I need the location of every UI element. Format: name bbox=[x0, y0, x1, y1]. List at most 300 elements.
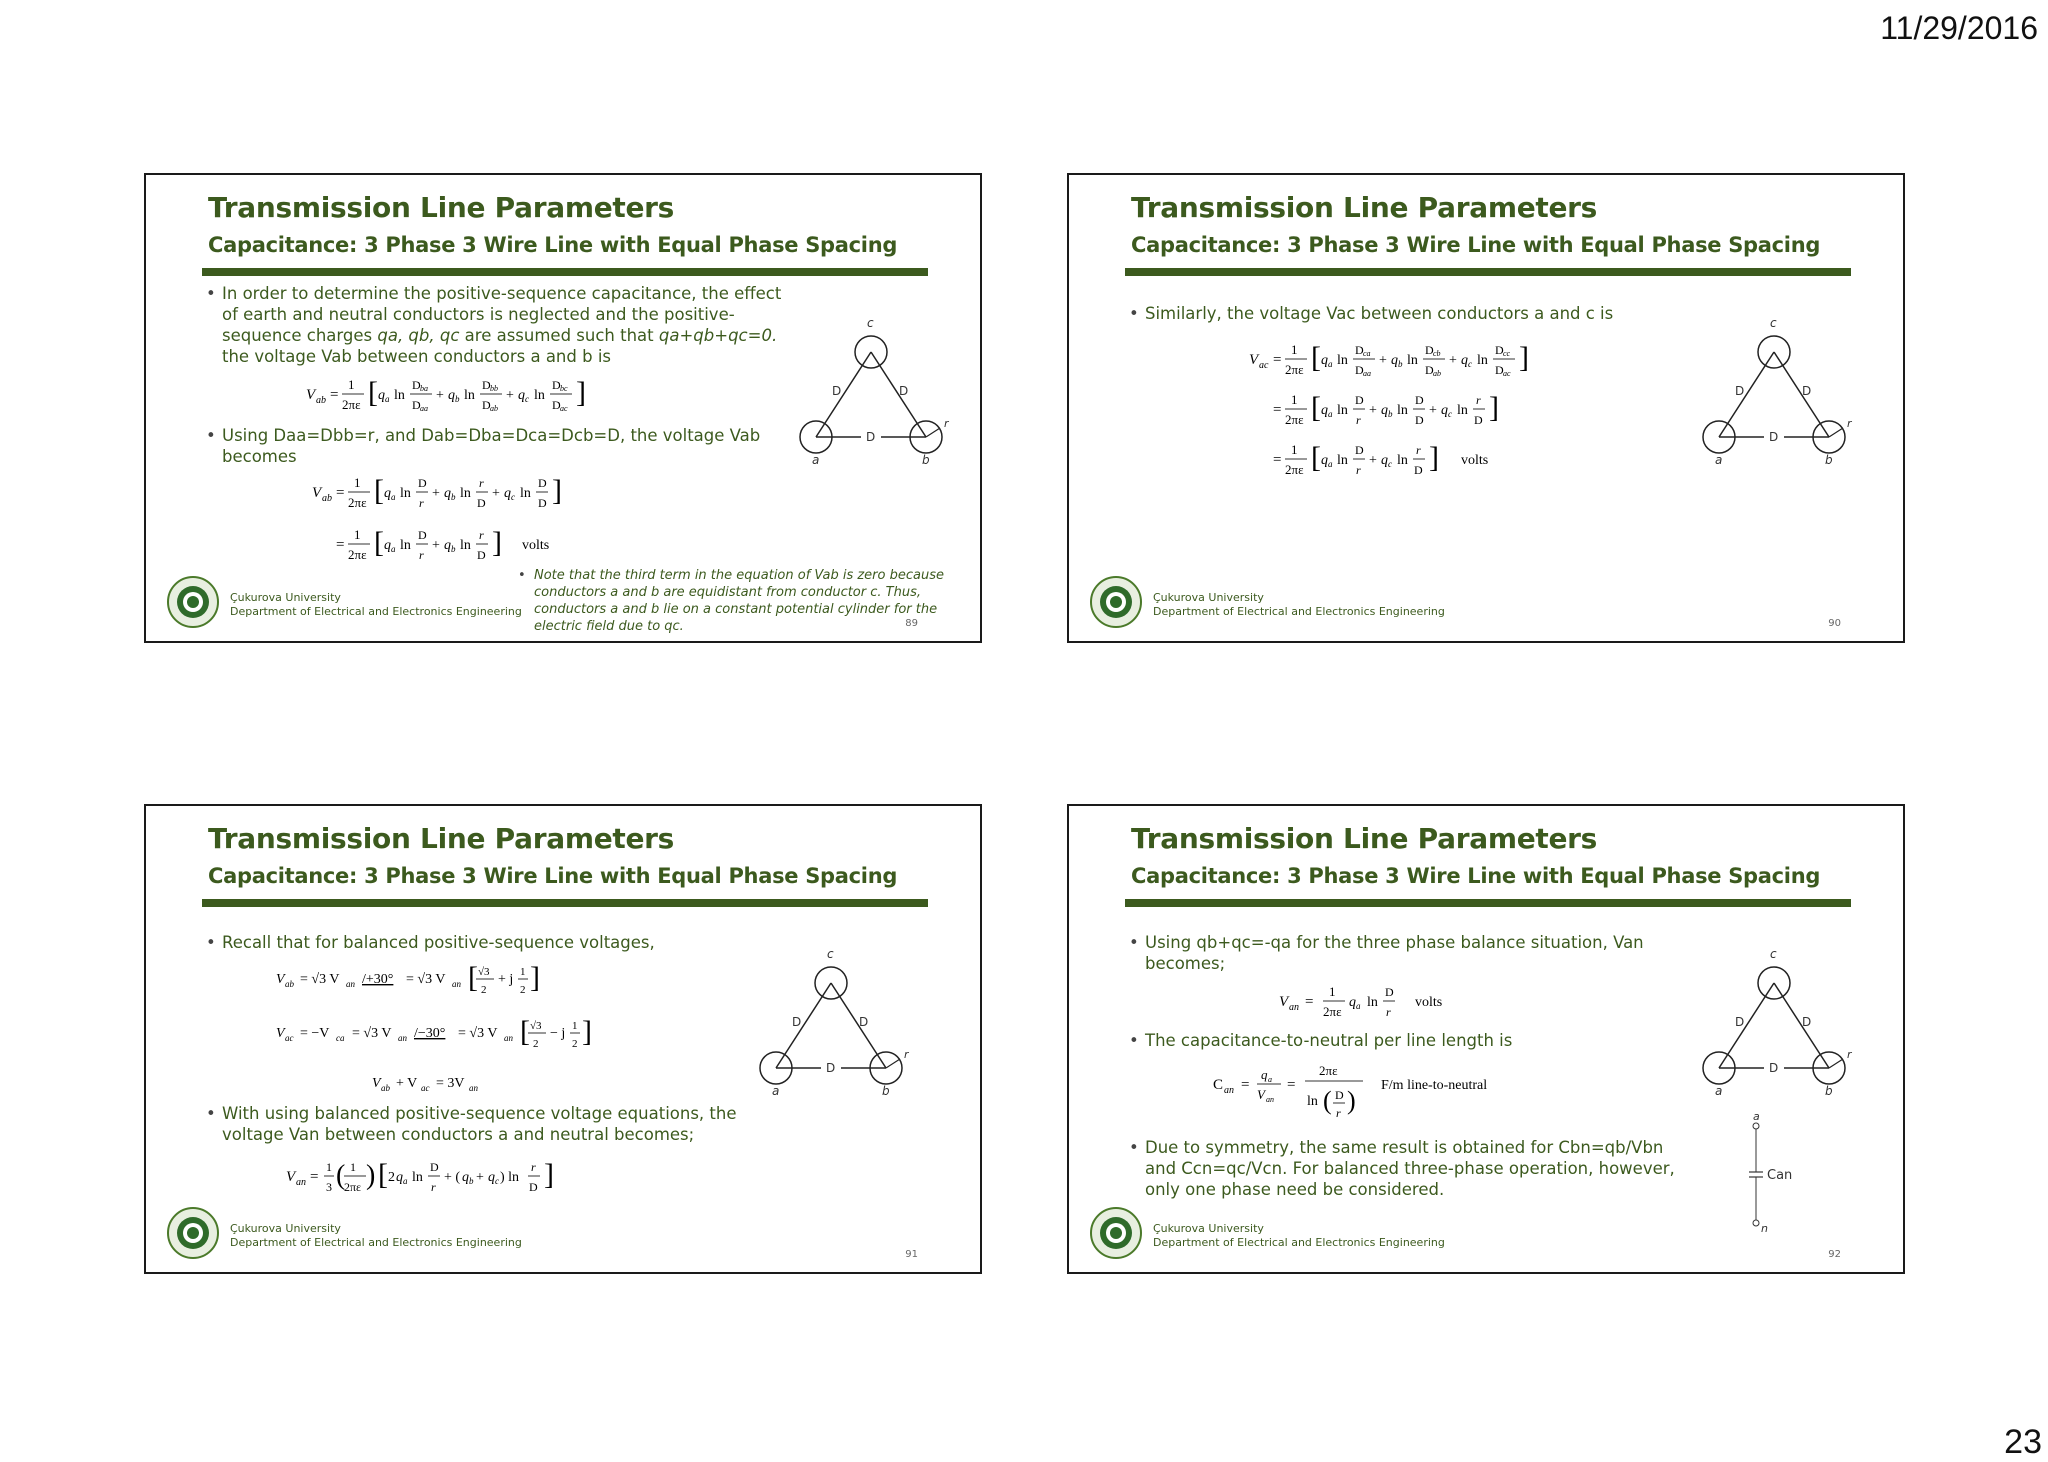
svg-text:1: 1 bbox=[348, 377, 355, 392]
svg-text:D: D bbox=[792, 1015, 802, 1029]
svg-text:1: 1 bbox=[1291, 342, 1298, 357]
svg-text:bc: bc bbox=[560, 384, 568, 393]
svg-text:b: b bbox=[451, 544, 456, 554]
svg-text:1: 1 bbox=[350, 1160, 356, 1174]
svg-text:a: a bbox=[1356, 1001, 1361, 1011]
svg-text:D: D bbox=[538, 476, 547, 490]
svg-text:D: D bbox=[412, 378, 421, 392]
bullet-1: • Recall that for balanced positive-sequence voltages, bbox=[206, 932, 766, 953]
volts-label: volts bbox=[522, 538, 550, 553]
svg-text:ac: ac bbox=[560, 404, 568, 413]
svg-text:V: V bbox=[276, 1026, 285, 1041]
svg-text:c: c bbox=[1468, 359, 1472, 369]
university-seal-icon bbox=[166, 575, 220, 629]
svg-text:ln: ln bbox=[1457, 403, 1468, 418]
svg-text:ln: ln bbox=[1397, 453, 1408, 468]
svg-text:) ln: ) ln bbox=[500, 1170, 520, 1185]
unit-label: F/m line-to-neutral bbox=[1381, 1078, 1488, 1093]
svg-text:D: D bbox=[826, 1061, 836, 1075]
svg-text:+: + bbox=[432, 538, 440, 553]
svg-text:[: [ bbox=[374, 526, 384, 559]
svg-text:= −V: = −V bbox=[300, 1026, 330, 1041]
svg-text:ln: ln bbox=[1407, 353, 1418, 368]
svg-text:[: [ bbox=[1311, 341, 1321, 374]
svg-text:ln: ln bbox=[520, 486, 531, 501]
title-rule bbox=[1125, 899, 1851, 907]
svg-text:D: D bbox=[1355, 363, 1364, 377]
svg-text:D: D bbox=[1735, 384, 1745, 398]
svg-text:+ V: + V bbox=[396, 1076, 418, 1091]
equation-vab-simplified bbox=[312, 471, 786, 563]
svg-text:− j: − j bbox=[550, 1026, 566, 1041]
svg-text:r: r bbox=[1416, 443, 1421, 457]
svg-text:ln: ln bbox=[1337, 403, 1348, 418]
svg-text:ln: ln bbox=[1397, 403, 1408, 418]
svg-text:2πε: 2πε bbox=[1319, 1063, 1338, 1078]
svg-text:q: q bbox=[384, 486, 391, 501]
svg-text:+: + bbox=[1369, 453, 1377, 468]
page-date: 11/29/2016 bbox=[1880, 10, 2038, 46]
svg-text:q: q bbox=[462, 1170, 469, 1185]
conductor-triangle-figure bbox=[746, 946, 916, 1096]
svg-text:q: q bbox=[444, 538, 451, 553]
svg-text:an: an bbox=[346, 979, 355, 989]
svg-text:r: r bbox=[419, 496, 424, 510]
note-text: • Note that the third term in the equation of Vab is zero because conductors a and b are equidistant from conductor c. Thus, conductors a and b lie on a constant potential cylinder for the electric field due to qc. bbox=[518, 567, 954, 635]
svg-text:=: = bbox=[1241, 1077, 1250, 1093]
svg-text:D: D bbox=[1414, 463, 1423, 477]
slide-number: 89 bbox=[905, 618, 918, 629]
svg-text:ln: ln bbox=[400, 538, 411, 553]
svg-text:an: an bbox=[296, 1177, 306, 1188]
svg-text:D: D bbox=[1769, 430, 1779, 444]
svg-text:2πε: 2πε bbox=[1285, 362, 1304, 377]
svg-text:V: V bbox=[312, 485, 322, 501]
bullet-1: • Similarly, the voltage Vac between conductors a and c is bbox=[1129, 303, 1689, 324]
svg-text:[: [ bbox=[468, 961, 478, 994]
slide-number: 92 bbox=[1828, 1249, 1841, 1260]
university-seal-icon bbox=[166, 1206, 220, 1260]
slide-title: Transmission Line Parameters bbox=[208, 822, 675, 855]
svg-text:q: q bbox=[1381, 453, 1388, 468]
svg-text:an: an bbox=[504, 1033, 513, 1043]
svg-text:ln: ln bbox=[412, 1170, 423, 1185]
svg-text:D: D bbox=[477, 496, 486, 510]
svg-text:=: = bbox=[310, 1169, 319, 1185]
svg-text:ba: ba bbox=[420, 384, 428, 393]
svg-text:a: a bbox=[812, 453, 820, 465]
svg-text:r: r bbox=[904, 1048, 909, 1061]
svg-text:[: [ bbox=[520, 1015, 530, 1048]
svg-text:n: n bbox=[1761, 1222, 1768, 1235]
slide-subtitle: Capacitance: 3 Phase 3 Wire Line with Equal Phase Spacing bbox=[208, 864, 898, 888]
svg-text:ab: ab bbox=[322, 493, 332, 504]
svg-text:1: 1 bbox=[354, 527, 361, 542]
svg-text:(: ( bbox=[1323, 1086, 1332, 1115]
svg-text:an: an bbox=[398, 1033, 407, 1043]
slide-subtitle: Capacitance: 3 Phase 3 Wire Line with Equal Phase Spacing bbox=[1131, 864, 1821, 888]
svg-text:ln: ln bbox=[394, 388, 405, 403]
svg-text:1: 1 bbox=[326, 1160, 332, 1174]
svg-text:D: D bbox=[482, 398, 491, 412]
svg-text:q: q bbox=[444, 486, 451, 501]
svg-text:2πε: 2πε bbox=[344, 1180, 362, 1194]
svg-text:D: D bbox=[1495, 343, 1504, 357]
slide-number: 91 bbox=[905, 1249, 918, 1260]
svg-text:D: D bbox=[1355, 393, 1364, 407]
svg-text:V: V bbox=[1279, 994, 1289, 1010]
svg-text:]: ] bbox=[576, 376, 586, 409]
svg-text:2πε: 2πε bbox=[1285, 462, 1304, 477]
slide-subtitle: Capacitance: 3 Phase 3 Wire Line with Equal Phase Spacing bbox=[208, 233, 898, 257]
svg-text:c: c bbox=[1388, 459, 1392, 469]
svg-text:D: D bbox=[538, 496, 547, 510]
svg-text:(: ( bbox=[336, 1160, 346, 1191]
svg-text:V: V bbox=[276, 972, 285, 987]
svg-text:√3: √3 bbox=[478, 966, 490, 978]
footer-institution: Çukurova University Department of Electrical and Electronics Engineering bbox=[230, 591, 522, 618]
svg-text:V: V bbox=[286, 1169, 296, 1185]
svg-text:ln: ln bbox=[1477, 353, 1488, 368]
slide-content bbox=[206, 932, 766, 1199]
svg-text:cb: cb bbox=[1433, 349, 1441, 358]
svg-text:r: r bbox=[1847, 417, 1852, 430]
page-number: 23 bbox=[2004, 1423, 2042, 1461]
svg-text:an: an bbox=[1289, 1002, 1299, 1013]
svg-text:=: = bbox=[1273, 452, 1282, 468]
svg-text:ab: ab bbox=[316, 395, 326, 406]
svg-text:V: V bbox=[372, 1076, 381, 1091]
svg-text:an: an bbox=[1224, 1085, 1234, 1096]
svg-text:a: a bbox=[391, 544, 396, 554]
bullet-2: • The capacitance-to-neutral per line length is bbox=[1129, 1030, 1719, 1051]
svg-text:q: q bbox=[504, 486, 511, 501]
svg-text:q: q bbox=[1321, 403, 1328, 418]
svg-text:2πε: 2πε bbox=[1285, 412, 1304, 427]
svg-text:r: r bbox=[479, 528, 484, 542]
svg-text:D: D bbox=[552, 378, 561, 392]
svg-text:= √3 V: = √3 V bbox=[458, 1026, 498, 1041]
svg-text:r: r bbox=[1336, 1106, 1341, 1120]
svg-text:ln: ln bbox=[460, 486, 471, 501]
svg-text:1: 1 bbox=[1291, 442, 1298, 457]
svg-text:r: r bbox=[531, 1160, 536, 1174]
svg-text:[: [ bbox=[368, 376, 378, 409]
svg-text:r: r bbox=[944, 417, 949, 430]
svg-text:V: V bbox=[306, 387, 316, 403]
title-rule bbox=[1125, 268, 1851, 276]
svg-text:a: a bbox=[1328, 409, 1333, 419]
svg-text:ln: ln bbox=[1367, 995, 1378, 1010]
svg-text:D: D bbox=[418, 476, 427, 490]
svg-text:+: + bbox=[1429, 403, 1437, 418]
svg-text:ac: ac bbox=[1503, 369, 1511, 378]
svg-text:q: q bbox=[518, 388, 525, 403]
svg-text:]: ] bbox=[552, 474, 562, 507]
svg-text:q: q bbox=[448, 388, 455, 403]
svg-text:ca: ca bbox=[336, 1033, 345, 1043]
svg-text:+ j: + j bbox=[498, 972, 514, 987]
svg-text:ln: ln bbox=[460, 538, 471, 553]
svg-text:r: r bbox=[479, 476, 484, 490]
slide-89 bbox=[144, 173, 982, 643]
svg-text:D: D bbox=[1735, 1015, 1745, 1029]
svg-text:+: + bbox=[1449, 353, 1457, 368]
svg-text:=: = bbox=[1273, 352, 1282, 368]
svg-text:D: D bbox=[1385, 985, 1394, 999]
equation-can bbox=[1213, 1059, 1719, 1123]
svg-text:]: ] bbox=[1429, 441, 1439, 474]
footer-institution: Çukurova University Department of Electrical and Electronics Engineering bbox=[230, 1222, 522, 1249]
slide-title: Transmission Line Parameters bbox=[208, 191, 675, 224]
svg-text:+: + bbox=[476, 1170, 484, 1185]
capacitor-to-neutral-figure bbox=[1739, 1110, 1819, 1240]
svg-text:2: 2 bbox=[388, 1170, 395, 1185]
svg-text:ca: ca bbox=[1363, 349, 1371, 358]
svg-text:+ (: + ( bbox=[444, 1170, 461, 1185]
svg-text:/−30°: /−30° bbox=[414, 1026, 446, 1041]
svg-text:a: a bbox=[1328, 359, 1333, 369]
svg-text:a: a bbox=[1268, 1075, 1272, 1084]
bullet-1: • In order to determine the positive-sequence capacitance, the effect of earth and neutral conductors is neglected and the positive-sequence charges qa, qb, qc are assumed such that qa+qb+qc=0. the voltage Vab between conductors a and b is bbox=[206, 283, 786, 367]
svg-text:q: q bbox=[1391, 353, 1398, 368]
svg-text:2: 2 bbox=[533, 1038, 539, 1050]
svg-text:r: r bbox=[1847, 1048, 1852, 1061]
svg-text:D: D bbox=[1355, 443, 1364, 457]
svg-text:D: D bbox=[1425, 343, 1434, 357]
university-seal-icon bbox=[1089, 575, 1143, 629]
svg-text:D: D bbox=[430, 1160, 439, 1174]
svg-text:c: c bbox=[495, 1176, 499, 1186]
svg-text:=: = bbox=[330, 387, 339, 403]
svg-text:2πε: 2πε bbox=[348, 547, 367, 562]
svg-text:D: D bbox=[412, 398, 421, 412]
title-rule bbox=[202, 268, 928, 276]
svg-text:b: b bbox=[451, 492, 456, 502]
svg-text:ln: ln bbox=[1337, 353, 1348, 368]
svg-text:c: c bbox=[827, 947, 834, 961]
svg-text:√3: √3 bbox=[530, 1020, 542, 1032]
svg-text:D: D bbox=[1495, 363, 1504, 377]
svg-text:an: an bbox=[1266, 1095, 1274, 1104]
svg-text:D: D bbox=[832, 384, 842, 398]
svg-text:D: D bbox=[1474, 413, 1483, 427]
slide-content bbox=[1129, 303, 1689, 488]
slide-91 bbox=[144, 804, 982, 1274]
svg-text:= √3 V: = √3 V bbox=[300, 972, 340, 987]
slide-content bbox=[206, 283, 786, 563]
svg-text:D: D bbox=[482, 378, 491, 392]
slide-title: Transmission Line Parameters bbox=[1131, 822, 1598, 855]
svg-text:D: D bbox=[1425, 363, 1434, 377]
svg-text:q: q bbox=[1349, 995, 1356, 1010]
equation-van-result bbox=[1279, 980, 1719, 1024]
svg-text:+: + bbox=[1379, 353, 1387, 368]
equation-balanced-voltages bbox=[276, 961, 766, 1101]
svg-text:C: C bbox=[1213, 1077, 1224, 1093]
svg-text:q: q bbox=[378, 388, 385, 403]
svg-text:b: b bbox=[882, 1084, 890, 1096]
volts-label: volts bbox=[1415, 995, 1443, 1010]
svg-text:an: an bbox=[469, 1083, 478, 1093]
svg-text:r: r bbox=[419, 548, 424, 562]
svg-text:1: 1 bbox=[520, 966, 526, 978]
svg-text:ac: ac bbox=[421, 1083, 430, 1093]
svg-text:b: b bbox=[1398, 359, 1403, 369]
svg-text:1: 1 bbox=[1329, 984, 1336, 999]
svg-text:]: ] bbox=[1489, 391, 1499, 424]
svg-text:ln: ln bbox=[534, 388, 545, 403]
svg-text:ln: ln bbox=[464, 388, 475, 403]
svg-text:a: a bbox=[391, 492, 396, 502]
slide-90 bbox=[1067, 173, 1905, 643]
svg-text:D: D bbox=[418, 528, 427, 542]
svg-text:c: c bbox=[1770, 947, 1777, 961]
svg-text:/+30°: /+30° bbox=[362, 972, 394, 987]
svg-text:q: q bbox=[1381, 403, 1388, 418]
svg-text:a: a bbox=[1753, 1110, 1760, 1123]
svg-text:D: D bbox=[552, 398, 561, 412]
svg-text:V: V bbox=[1249, 352, 1259, 368]
svg-text:D: D bbox=[1769, 1061, 1779, 1075]
svg-text:[: [ bbox=[378, 1158, 388, 1191]
svg-text:ab: ab bbox=[381, 1083, 390, 1093]
svg-text:q: q bbox=[1321, 353, 1328, 368]
svg-text:= 3V: = 3V bbox=[436, 1076, 465, 1091]
svg-text:b: b bbox=[469, 1176, 474, 1186]
svg-text:[: [ bbox=[374, 474, 384, 507]
svg-text:a: a bbox=[1715, 453, 1723, 465]
svg-text:b: b bbox=[455, 394, 460, 404]
svg-text:+: + bbox=[436, 388, 444, 403]
svg-text:+: + bbox=[506, 388, 514, 403]
capacitor-label: Can bbox=[1767, 1168, 1793, 1183]
svg-text:q: q bbox=[1441, 403, 1448, 418]
conductor-triangle-figure bbox=[1689, 315, 1859, 465]
svg-text:=: = bbox=[1305, 994, 1314, 1010]
equation-vab-general bbox=[306, 373, 786, 417]
svg-text:a: a bbox=[772, 1084, 780, 1096]
conductor-triangle-figure bbox=[786, 315, 956, 465]
svg-text:D: D bbox=[1802, 1015, 1812, 1029]
svg-text:q: q bbox=[396, 1170, 403, 1185]
svg-text:ln: ln bbox=[400, 486, 411, 501]
svg-text:D: D bbox=[1415, 393, 1424, 407]
svg-text:D: D bbox=[1415, 413, 1424, 427]
bullet-1: • Using qb+qc=-qa for the three phase balance situation, Van becomes; bbox=[1129, 932, 1719, 974]
label-c: c bbox=[867, 316, 874, 330]
svg-text:c: c bbox=[525, 394, 529, 404]
slide-title: Transmission Line Parameters bbox=[1131, 191, 1598, 224]
equation-vac bbox=[1249, 338, 1689, 488]
svg-text:3: 3 bbox=[326, 1180, 332, 1194]
bullet-2: • With using balanced positive-sequence voltage equations, the voltage Van between conductors a and neutral becomes; bbox=[206, 1103, 766, 1145]
svg-text:ln: ln bbox=[1337, 453, 1348, 468]
svg-text:2: 2 bbox=[572, 1038, 578, 1050]
svg-text:ab: ab bbox=[285, 979, 294, 989]
svg-text:b: b bbox=[1825, 1084, 1833, 1096]
footer-institution: Çukurova University Department of Electrical and Electronics Engineering bbox=[1153, 1222, 1445, 1249]
volts-label: volts bbox=[1461, 453, 1489, 468]
svg-text:]: ] bbox=[530, 961, 540, 994]
svg-text:]: ] bbox=[582, 1015, 592, 1048]
svg-text:r: r bbox=[1386, 1005, 1391, 1019]
bullet-3: • Due to symmetry, the same result is obtained for Cbn=qb/Vbn and Ccn=qc/Vcn. For balanced three-phase operation, however, only one phase need be considered. bbox=[1129, 1137, 1685, 1200]
svg-text:2πε: 2πε bbox=[1323, 1004, 1342, 1019]
svg-text:bb: bb bbox=[490, 384, 498, 393]
svg-text:1: 1 bbox=[1291, 392, 1298, 407]
svg-text:aa: aa bbox=[1363, 369, 1371, 378]
university-seal-icon bbox=[1089, 1206, 1143, 1260]
svg-text:= √3 V: = √3 V bbox=[352, 1026, 392, 1041]
svg-text:V: V bbox=[1257, 1087, 1265, 1102]
svg-text:=: = bbox=[336, 537, 345, 553]
svg-text:D: D bbox=[859, 1015, 869, 1029]
svg-text:r: r bbox=[1476, 393, 1481, 407]
svg-text:q: q bbox=[488, 1170, 495, 1185]
svg-text:2: 2 bbox=[520, 984, 526, 996]
svg-text:r: r bbox=[1356, 463, 1361, 477]
svg-text:D: D bbox=[477, 548, 486, 562]
slide-92 bbox=[1067, 804, 1905, 1274]
svg-text:D: D bbox=[1335, 1088, 1344, 1102]
svg-text:+: + bbox=[492, 486, 500, 501]
svg-text:ab: ab bbox=[1433, 369, 1441, 378]
svg-text:r: r bbox=[431, 1180, 436, 1194]
svg-text:]: ] bbox=[492, 526, 502, 559]
title-rule bbox=[202, 899, 928, 907]
svg-text:c: c bbox=[1448, 409, 1452, 419]
svg-text:ac: ac bbox=[285, 1033, 294, 1043]
svg-text:ab: ab bbox=[490, 404, 498, 413]
svg-text:an: an bbox=[452, 979, 461, 989]
svg-text:ln: ln bbox=[1307, 1094, 1318, 1109]
svg-text:1: 1 bbox=[354, 475, 361, 490]
conductor-triangle-figure bbox=[1689, 946, 1859, 1096]
slide-content bbox=[1129, 932, 1719, 1200]
svg-text:a: a bbox=[1328, 459, 1333, 469]
svg-text:b: b bbox=[1825, 453, 1833, 465]
svg-text:2πε: 2πε bbox=[348, 495, 367, 510]
slide-subtitle: Capacitance: 3 Phase 3 Wire Line with Equal Phase Spacing bbox=[1131, 233, 1821, 257]
svg-text:r: r bbox=[1356, 413, 1361, 427]
equation-van bbox=[286, 1155, 766, 1199]
svg-text:aa: aa bbox=[420, 404, 428, 413]
svg-text:+: + bbox=[1369, 403, 1377, 418]
svg-text:]: ] bbox=[544, 1158, 554, 1191]
svg-text:2πε: 2πε bbox=[342, 397, 361, 412]
svg-text:D: D bbox=[899, 384, 909, 398]
svg-text:b: b bbox=[922, 453, 930, 465]
svg-text:q: q bbox=[1461, 353, 1468, 368]
svg-text:=: = bbox=[1287, 1077, 1296, 1093]
svg-text:D: D bbox=[1355, 343, 1364, 357]
svg-text:D: D bbox=[1802, 384, 1812, 398]
svg-text:q: q bbox=[1321, 453, 1328, 468]
svg-text:1: 1 bbox=[572, 1020, 578, 1032]
svg-text:[: [ bbox=[1311, 391, 1321, 424]
svg-text:2: 2 bbox=[481, 984, 487, 996]
svg-text:c: c bbox=[1770, 316, 1777, 330]
svg-text:D: D bbox=[529, 1180, 538, 1194]
svg-text:]: ] bbox=[1519, 341, 1529, 374]
svg-text:ac: ac bbox=[1259, 360, 1269, 371]
svg-text:a: a bbox=[385, 394, 390, 404]
svg-text:a: a bbox=[1715, 1084, 1723, 1096]
svg-text:q: q bbox=[384, 538, 391, 553]
svg-text:=: = bbox=[1273, 402, 1282, 418]
svg-text:=: = bbox=[336, 485, 345, 501]
